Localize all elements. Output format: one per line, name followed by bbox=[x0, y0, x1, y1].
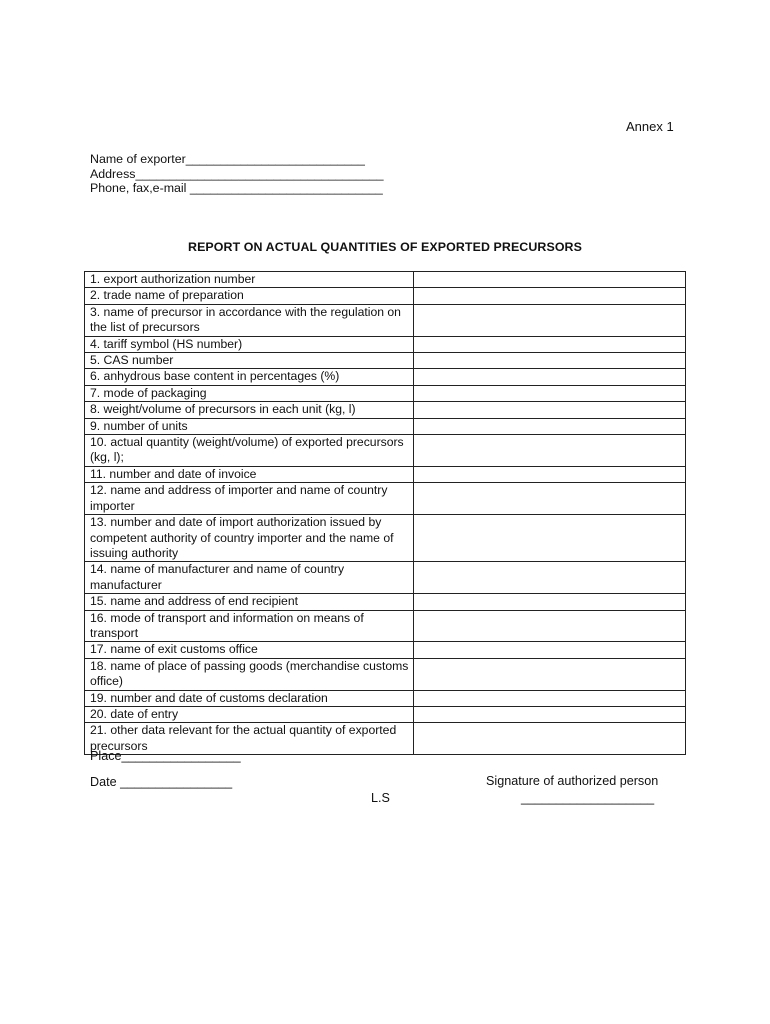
table-row bbox=[85, 353, 686, 369]
row-value-cell[interactable] bbox=[414, 642, 686, 658]
table-row bbox=[85, 435, 686, 467]
row-value-cell[interactable] bbox=[414, 515, 686, 562]
row-label: 17. name of exit customs office bbox=[85, 642, 414, 658]
row-label: 21. other data relevant for the actual quantity of exported precursors bbox=[85, 723, 414, 755]
exporter-address-field[interactable]: Address____________________________________ bbox=[90, 166, 384, 181]
row-label: 9. number of units bbox=[85, 418, 414, 434]
table-row bbox=[85, 610, 686, 642]
row-label: 20. date of entry bbox=[85, 706, 414, 722]
row-value-cell[interactable] bbox=[414, 336, 686, 352]
table-row bbox=[85, 272, 686, 288]
row-label: 18. name of place of passing goods (merchandise customs office) bbox=[85, 658, 414, 690]
row-value-cell[interactable] bbox=[414, 369, 686, 385]
row-value-cell[interactable] bbox=[414, 435, 686, 467]
table-row bbox=[85, 466, 686, 482]
table-row bbox=[85, 336, 686, 352]
row-value-cell[interactable] bbox=[414, 272, 686, 288]
row-value-cell[interactable] bbox=[414, 304, 686, 336]
table-row bbox=[85, 402, 686, 418]
row-value-cell[interactable] bbox=[414, 594, 686, 610]
row-value-cell[interactable] bbox=[414, 402, 686, 418]
date-field[interactable]: Date ________________ bbox=[90, 775, 233, 789]
exporter-name-field[interactable]: Name of exporter__________________________ bbox=[90, 152, 365, 166]
row-label: 14. name of manufacturer and name of country manufacturer bbox=[85, 562, 414, 594]
row-value-cell[interactable] bbox=[414, 353, 686, 369]
row-label: 8. weight/volume of precursors in each unit (kg, l) bbox=[85, 402, 414, 418]
table-row bbox=[85, 515, 686, 562]
row-label: 4. tariff symbol (HS number) bbox=[85, 336, 414, 352]
row-value-cell[interactable] bbox=[414, 288, 686, 304]
signature-label: Signature of authorized person bbox=[486, 774, 659, 788]
row-label: 1. export authorization number bbox=[85, 272, 414, 288]
row-label: 6. anhydrous base content in percentages (%) bbox=[85, 369, 414, 385]
row-label: 7. mode of packaging bbox=[85, 385, 414, 401]
row-value-cell[interactable] bbox=[414, 723, 686, 755]
row-value-cell[interactable] bbox=[414, 706, 686, 722]
annex-label: Annex 1 bbox=[626, 119, 674, 134]
table-row bbox=[85, 658, 686, 690]
table-row bbox=[85, 288, 686, 304]
row-value-cell[interactable] bbox=[414, 562, 686, 594]
row-value-cell[interactable] bbox=[414, 610, 686, 642]
table-row bbox=[85, 706, 686, 722]
row-label: 12. name and address of importer and name of country importer bbox=[85, 483, 414, 515]
exporter-contact-field[interactable]: Phone, fax,e-mail ____________________________ bbox=[90, 181, 383, 195]
table-row bbox=[85, 483, 686, 515]
row-value-cell[interactable] bbox=[414, 418, 686, 434]
row-value-cell[interactable] bbox=[414, 690, 686, 706]
row-label: 16. mode of transport and information on means of transport bbox=[85, 610, 414, 642]
row-label: 10. actual quantity (weight/volume) of exported precursors (kg, l); bbox=[85, 435, 414, 467]
exporter-info bbox=[90, 152, 384, 196]
seal-label: L.S bbox=[371, 791, 390, 805]
row-label: 11. number and date of invoice bbox=[85, 466, 414, 482]
place-field[interactable]: Place_________________ bbox=[90, 749, 241, 763]
row-value-cell[interactable] bbox=[414, 466, 686, 482]
row-label: 5. CAS number bbox=[85, 353, 414, 369]
row-label: 3. name of precursor in accordance with the regulation on the list of precursors bbox=[85, 304, 414, 336]
row-value-cell[interactable] bbox=[414, 483, 686, 515]
table-row bbox=[85, 562, 686, 594]
row-label: 2. trade name of preparation bbox=[85, 288, 414, 304]
row-value-cell[interactable] bbox=[414, 385, 686, 401]
row-value-cell[interactable] bbox=[414, 658, 686, 690]
table-row bbox=[85, 369, 686, 385]
table-row bbox=[85, 690, 686, 706]
signature-field[interactable]: ___________________ bbox=[521, 791, 655, 805]
table-row bbox=[85, 385, 686, 401]
table-row bbox=[85, 418, 686, 434]
row-label: 15. name and address of end recipient bbox=[85, 594, 414, 610]
table-row bbox=[85, 594, 686, 610]
report-table bbox=[84, 271, 686, 755]
report-title: REPORT ON ACTUAL QUANTITIES OF EXPORTED PRECURSORS bbox=[188, 240, 582, 254]
report-table-body bbox=[85, 272, 686, 755]
table-row bbox=[85, 642, 686, 658]
row-label: 13. number and date of import authorization issued by competent authority of country importer and the name of issuing authority bbox=[85, 515, 414, 562]
row-label: 19. number and date of customs declaration bbox=[85, 690, 414, 706]
table-row bbox=[85, 304, 686, 336]
